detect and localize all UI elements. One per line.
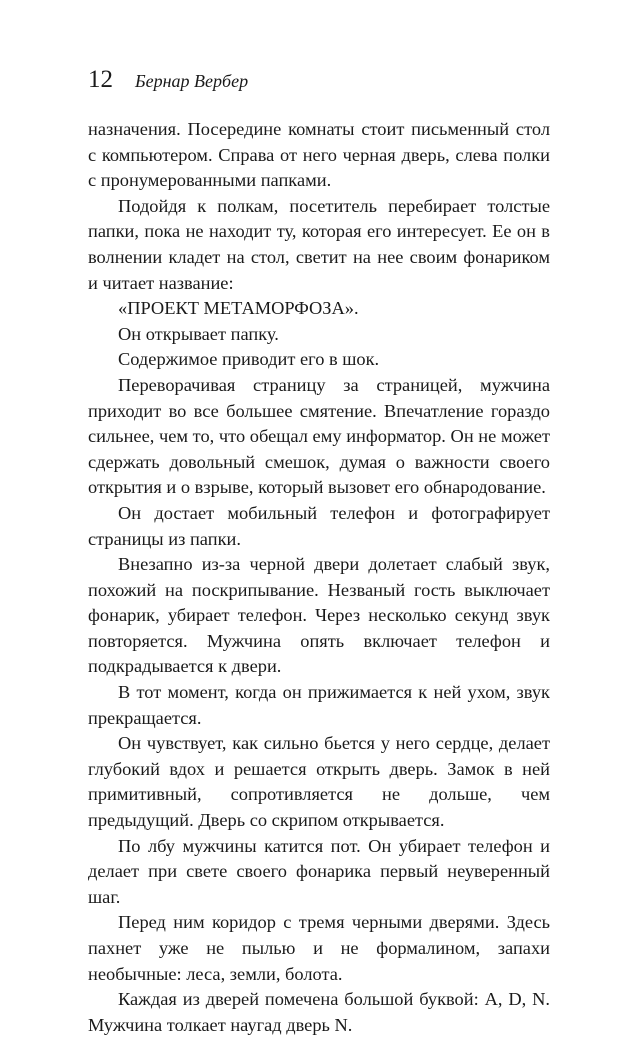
paragraph: Подойдя к полкам, посетитель перебирает толстые папки, пока не находит ту, которая его интересует. Ее он в волнении кладет на стол, светит на нее своим фонариком и читает название: bbox=[88, 195, 550, 293]
running-title: Бернар Вербер bbox=[135, 71, 249, 91]
paragraph: Перед ним коридор с тремя черными дверями. Здесь пахнет уже не пылью и не формалином, запахи необычные: леса, земли, болота. bbox=[88, 912, 550, 984]
paragraph: Каждая из дверей помечена большой буквой: A, D, N. Мужчина толкает наугад дверь N. bbox=[88, 989, 550, 1035]
paragraph: Содержимое приводит его в шок. bbox=[118, 349, 380, 370]
paragraph: По лбу мужчины катится пот. Он убирает телефон и делает при свете своего фонарика первый неуверенный шаг. bbox=[88, 835, 550, 907]
paragraph: «ПРОЕКТ МЕТАМОРФОЗА». bbox=[118, 298, 359, 319]
page-header bbox=[88, 66, 548, 106]
paragraph: Он открывает папку. bbox=[118, 323, 279, 344]
text-body bbox=[88, 117, 550, 1038]
page-number: 12 bbox=[88, 66, 113, 93]
paragraph: Он достает мобильный телефон и фотографирует страницы из папки. bbox=[88, 502, 550, 549]
paragraph: назначения. Посередине комнаты стоит письменный стол с компьютером. Справа от него черная дверь, слева полки с пронумерованными папками. bbox=[88, 119, 550, 191]
paragraph: В тот момент, когда он прижимается к ней ухом, звук прекращается. bbox=[88, 682, 550, 728]
paragraph: Он чувствует, как сильно бьется у него сердце, делает глубокий вдох и решается открыть дверь. Замок в ней примитивный, сопротивляется не дольше, чем предыдущий. Дверь со скрипом открывается. bbox=[88, 733, 550, 831]
paragraph: Переворачивая страницу за страницей, мужчина приходит во все большее смятение. Впечатление гораздо сильнее, чем то, что обещал ему информатор. Он не может сдержать довольный смешок, думая о важности своего открытия и о взрыве, который вызовет его обнародование. bbox=[88, 374, 550, 498]
paragraph: Внезапно из-за черной двери долетает слабый звук, похожий на поскрипывание. Незваный гость выключает фонарик, убирает телефон. Через несколько секунд звук повторяется. Мужчина опять включает телефон и подкрадывается к двери. bbox=[88, 554, 550, 677]
